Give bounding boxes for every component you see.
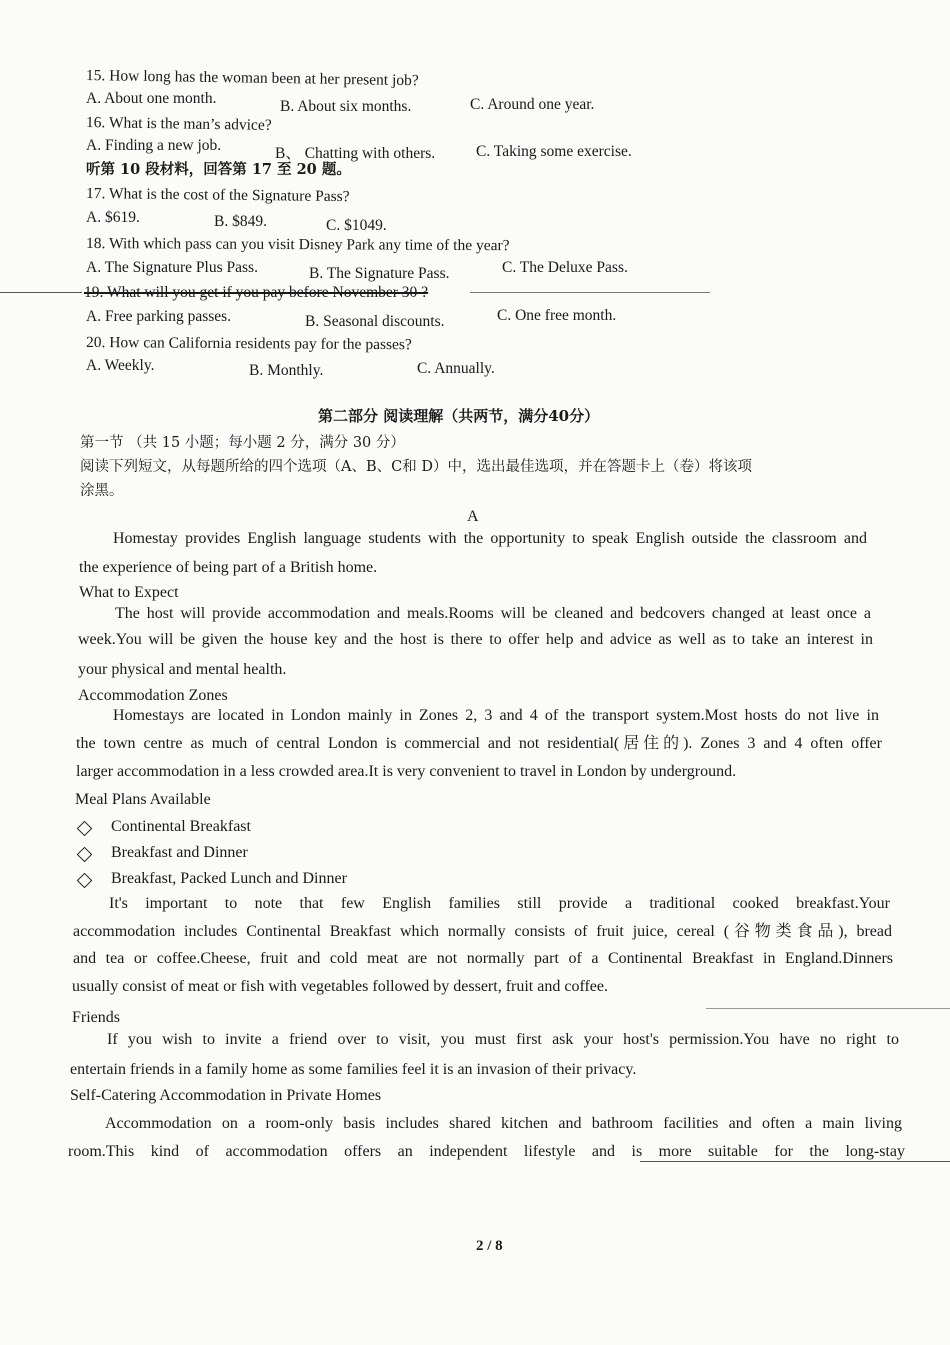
q19-option-c: C. One free month. [497, 307, 617, 324]
scan-rule [640, 1161, 950, 1162]
listening-instruction: 听第 10 段材料，回答第 17 至 20 题。 [86, 161, 351, 178]
q15-option-b: B. About six months. [280, 98, 412, 115]
para-1-line-2: the experience of being part of a British home. [79, 559, 378, 576]
q15-option-c: C. Around one year. [470, 96, 595, 113]
page-number: 2 / 8 [476, 1238, 503, 1254]
bullet-diamond-icon [77, 873, 93, 889]
part-two-title: 第二部分 阅读理解（共两节，满分40分） [318, 407, 600, 425]
heading-accommodation-zones: Accommodation Zones [78, 687, 228, 704]
section-one-title: 第一节 （共 15 小题；每小题 2 分，满分 30 分） [80, 435, 405, 451]
strike-rule-right [470, 292, 710, 293]
question-18: 18. With which pass can you visit Disney Park any time of the year? [85, 235, 510, 255]
para-1-line-1: Homestay provides English language students with the opportunity to speak English outside the classroom and [113, 530, 867, 547]
para-4-line-1: It's important to note that few English families still provide a traditional cooked breakfast.Your [109, 895, 890, 912]
para-4-line-4: usually consist of meat or fish with vegetables followed by dessert, fruit and coffee. [72, 978, 609, 995]
q19-option-b: B. Seasonal discounts. [305, 313, 445, 330]
heading-friends: Friends [72, 1009, 120, 1026]
question-16: 16. What is the man’s advice? [85, 114, 272, 134]
q16-option-a: A. Finding a new job. [86, 137, 222, 154]
bullet-diamond-icon [77, 821, 93, 837]
question-17: 17. What is the cost of the Signature Pass? [85, 185, 350, 206]
question-15: 15. How long has the woman been at her present job? [85, 67, 419, 90]
q15-option-a: A. About one month. [86, 90, 217, 107]
meal-plan-item-3: Breakfast, Packed Lunch and Dinner [111, 870, 347, 887]
heading-self-catering: Self-Catering Accommodation in Private Homes [70, 1087, 382, 1104]
q20-option-c: C. Annually. [417, 360, 495, 377]
strike-rule-left [0, 292, 82, 293]
q19-option-a: A. Free parking passes. [86, 308, 232, 325]
q17-option-b: B. $849. [214, 213, 267, 230]
para-3-line-2: the town centre as much of central London is commercial and not residential(居住的). Zones 3 and 4 often offer [76, 735, 882, 752]
q17-option-c: C. $1049. [326, 217, 387, 234]
q18-option-b: B. The Signature Pass. [309, 265, 450, 282]
q18-option-a: A. The Signature Plus Pass. [86, 259, 258, 276]
para-3-line-3: larger accommodation in a less crowded area.It is very convenient to travel in London by underground. [76, 763, 737, 780]
q16-option-c: C. Taking some exercise. [476, 143, 632, 160]
q20-option-a: A. Weekly. [86, 357, 155, 374]
meal-plan-item-1: Continental Breakfast [111, 818, 251, 835]
question-19: 19. What will you get if you pay before November 30 ? [84, 284, 429, 301]
para-4-line-2: accommodation includes Continental Breakfast which normally consists of fruit juice, cereal (谷物类食品), bread [73, 923, 892, 940]
para-6-line-1: Accommodation on a room-only basis includes shared kitchen and bathroom facilities and often a main living [105, 1115, 902, 1132]
para-4-line-3: and tea or coffee.Cheese, fruit and cold meat are not normally part of a Continental Breakfast in England.Dinners [73, 950, 893, 967]
reading-instruction-line-2: 涂黑。 [80, 483, 124, 499]
para-2-line-3: your physical and mental health. [78, 661, 287, 678]
para-2-line-1: The host will provide accommodation and meals.Rooms will be cleaned and bedcovers changed at least once a [115, 605, 871, 622]
meal-plan-item-2: Breakfast and Dinner [111, 844, 248, 861]
heading-meal-plans: Meal Plans Available [75, 791, 211, 808]
para-6-line-2: room.This kind of accommodation offers an independent lifestyle and is more suitable for the long-stay [68, 1143, 905, 1160]
para-2-line-2: week.You will be given the house key and the host is there to offer help and advice as well as to take an interest in [78, 631, 873, 648]
q16-option-b: B、 Chatting with others. [275, 145, 436, 162]
para-5-line-1: If you wish to invite a friend over to visit, you must first ask your host's permission.You have no right to [107, 1031, 899, 1048]
para-5-line-2: entertain friends in a family home as some families feel it is an invasion of their privacy. [70, 1061, 637, 1078]
bullet-diamond-icon [77, 847, 93, 863]
heading-what-to-expect: What to Expect [79, 584, 179, 601]
q17-option-a: A. $619. [86, 209, 140, 226]
scan-rule [706, 1008, 950, 1009]
reading-instruction-line-1: 阅读下列短文，从每题所给的四个选项（A、B、C和 D）中，选出最佳选项，并在答题卡上（卷）将该项 [80, 459, 752, 475]
q18-option-c: C. The Deluxe Pass. [502, 259, 628, 276]
question-20: 20. How can California residents pay for the passes? [85, 334, 412, 354]
passage-label: A [467, 508, 479, 525]
q20-option-b: B. Monthly. [249, 362, 324, 379]
para-3-line-1: Homestays are located in London mainly in Zones 2, 3 and 4 of the transport system.Most hosts do not live in [113, 707, 879, 724]
